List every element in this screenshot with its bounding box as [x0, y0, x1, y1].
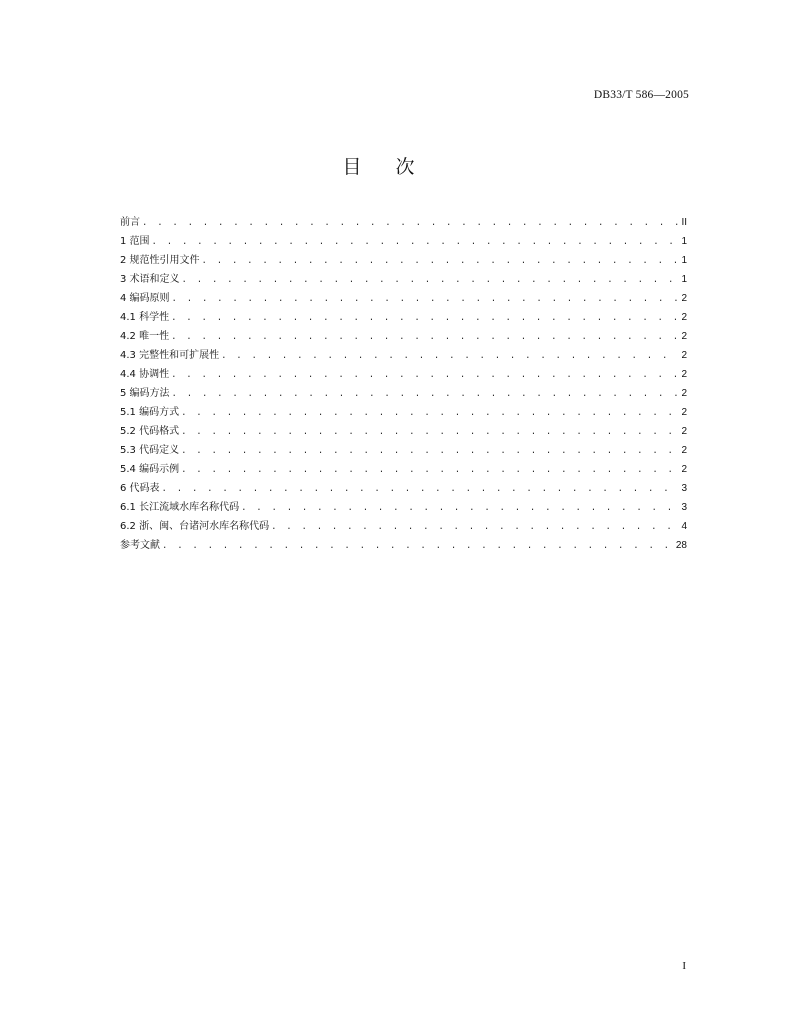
page-number: I: [682, 960, 686, 972]
toc-entry-label: 1 范围: [120, 236, 150, 247]
toc-entry-label: 4 编码原则: [120, 293, 170, 304]
toc-entry-page: II: [681, 217, 687, 228]
toc-entry-page: 2: [681, 407, 687, 418]
toc-entry-label: 5.3 代码定义: [120, 445, 180, 456]
toc-dot-leader: [162, 484, 680, 494]
toc-entry-label: 4.1 科学性: [120, 312, 170, 323]
toc-entry[interactable]: [120, 213, 687, 232]
toc-entry[interactable]: [120, 232, 687, 251]
toc-entry[interactable]: [120, 251, 687, 270]
toc-entry[interactable]: [120, 289, 687, 308]
toc-entry-label: 4.2 唯一性: [120, 331, 170, 342]
toc-dot-leader: [142, 218, 679, 228]
toc-entry-label: 5.4 编码示例: [120, 464, 180, 475]
toc-dot-leader: [271, 522, 679, 532]
toc-entry-page: 2: [681, 293, 687, 304]
toc-entry-label: 5.2 代码格式: [120, 426, 180, 437]
toc-entry-page: 2: [681, 426, 687, 437]
page-title: 目次: [342, 156, 449, 178]
toc-entry-page: 2: [681, 445, 687, 456]
toc-entry[interactable]: [120, 479, 687, 498]
toc-dot-leader: [172, 389, 680, 399]
toc-entry[interactable]: [120, 346, 687, 365]
toc-dot-leader: [241, 503, 679, 513]
toc-entry-page: 1: [681, 255, 687, 266]
toc-entry-label: 参考文献: [120, 540, 160, 551]
toc-entry-label: 前言: [120, 217, 140, 228]
toc-dot-leader: [181, 427, 679, 437]
toc-dot-leader: [162, 541, 674, 551]
toc-dot-leader: [152, 237, 680, 247]
toc-entry-label: 3 术语和定义: [120, 274, 180, 285]
toc-entry[interactable]: [120, 460, 687, 479]
toc-entry-page: 3: [681, 483, 687, 494]
toc-dot-leader: [181, 408, 679, 418]
toc-entry[interactable]: [120, 327, 687, 346]
toc-dot-leader: [182, 275, 680, 285]
toc-entry-label: 2 规范性引用文件: [120, 255, 200, 266]
toc-entry-label: 4.4 协调性: [120, 369, 170, 380]
document-number: DB33/T 586—2005: [593, 89, 689, 101]
toc-entry[interactable]: [120, 517, 687, 536]
toc-entry-page: 3: [681, 502, 687, 513]
toc-entry-page: 1: [681, 274, 687, 285]
toc-dot-leader: [172, 294, 680, 304]
toc-entry[interactable]: [120, 308, 687, 327]
toc-entry-page: 2: [681, 464, 687, 475]
toc-entry-label: 6 代码表: [120, 483, 160, 494]
toc-entry[interactable]: [120, 403, 687, 422]
toc-entry[interactable]: [120, 384, 687, 403]
toc-dot-leader: [171, 332, 679, 342]
toc-dot-leader: [202, 256, 680, 266]
toc-dot-leader: [221, 351, 679, 361]
toc-entry-page: 4: [681, 521, 687, 532]
toc-entry-page: 2: [681, 369, 687, 380]
toc-entry-page: 2: [681, 350, 687, 361]
toc-entry-page: 2: [681, 312, 687, 323]
toc-entry-label: 5.1 编码方式: [120, 407, 180, 418]
toc-entry[interactable]: [120, 441, 687, 460]
toc-dot-leader: [171, 313, 679, 323]
toc-dot-leader: [181, 465, 679, 475]
toc-entry[interactable]: [120, 270, 687, 289]
toc-entry[interactable]: [120, 365, 687, 384]
toc-entry[interactable]: [120, 422, 687, 441]
toc-dot-leader: [181, 446, 679, 456]
toc-entry-page: 2: [681, 331, 687, 342]
table-of-contents: [120, 213, 687, 555]
toc-entry-page: 1: [681, 236, 687, 247]
toc-entry-page: 28: [675, 540, 687, 551]
toc-entry-label: 6.2 浙、闽、台诸河水库名称代码: [120, 521, 270, 532]
toc-dot-leader: [171, 370, 679, 380]
toc-entry[interactable]: [120, 498, 687, 517]
toc-entry-label: 4.3 完整性和可扩展性: [120, 350, 220, 361]
toc-entry-label: 5 编码方法: [120, 388, 170, 399]
toc-entry[interactable]: [120, 536, 687, 555]
toc-entry-label: 6.1 长江流域水库名称代码: [120, 502, 240, 513]
toc-entry-page: 2: [681, 388, 687, 399]
